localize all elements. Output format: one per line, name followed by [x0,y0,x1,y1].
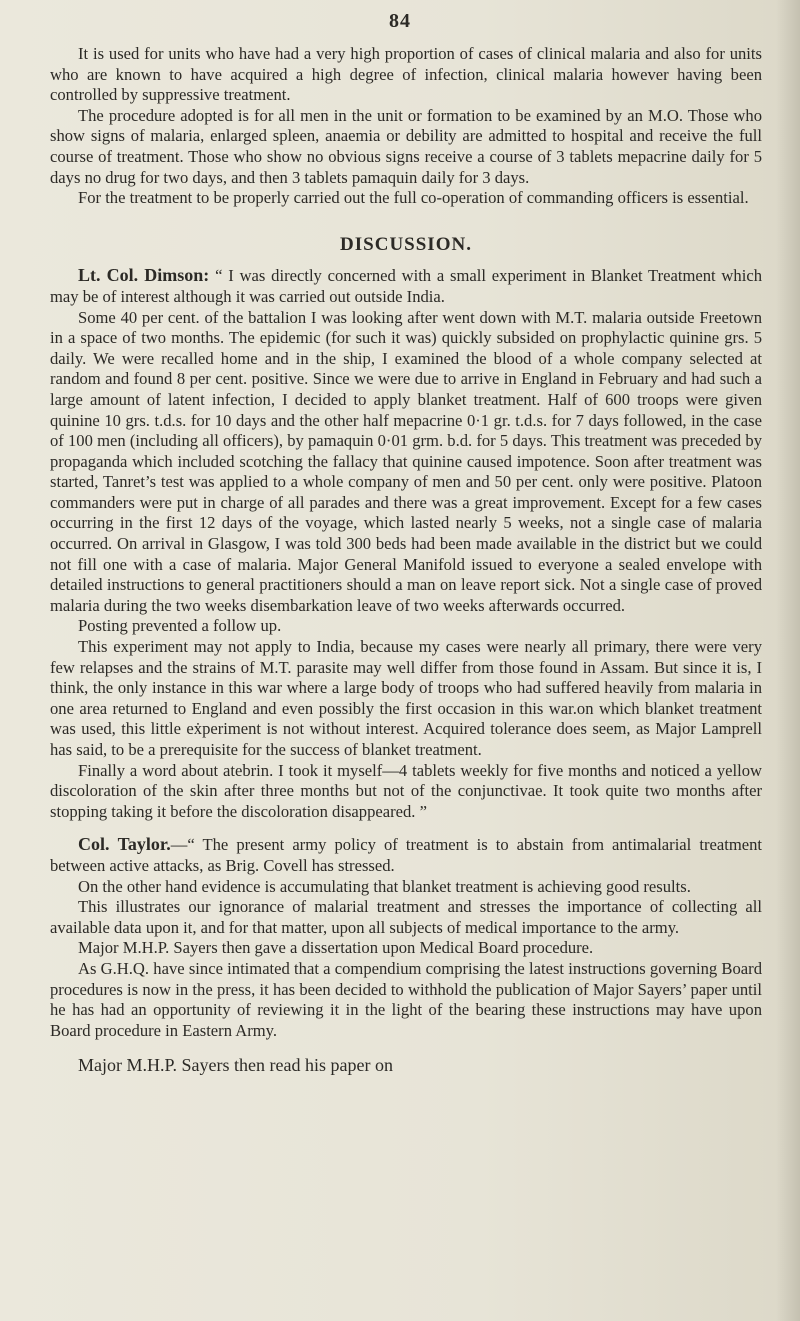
page-edge-shadow [776,0,800,1321]
ghq-paragraph: As G.H.Q. have since intimated that a compendium comprising the latest instructions governing Board procedures is now in the press, it has been decided to withhold the publication of Major Sayers’ paper until he has had an opportunity of reviewing it in the light of the bearing these instructions may have upon Board procedure in Eastern Army. [50,958,762,1040]
intro-paragraph-1: It is used for units who have had a very high proportion of cases of clinical malaria and also for units who are known to have acquired a high degree of infection, clinical malaria however having been controlled by suppressive treatment. [50,44,762,105]
taylor-paragraph-1: On the other hand evidence is accumulating that blanket treatment is achieving good results. [78,876,691,896]
intro-paragraph-2: The procedure adopted is for all men in the unit or formation to be examined by an M.O. Those who show signs of malaria, enlarged spleen, anaemia or debility are admitted to hospital and receive the full course of treatment. Those who show no obvious signs receive a course of 3 tablets mepacrine daily for 5 days no drug for two days, and then 3 tablets pamaquin daily for 3 days. [50,105,762,187]
dimson-paragraph-4: Finally a word about atebrin. I took it myself—4 tablets weekly for five months and noticed a yellow discoloration of the skin after three months but not of the conjunctivae. It took quite two months after stopping taking it before the discoloration disappeared. ” [50,760,762,821]
section-heading: DISCUSSION. [340,233,472,255]
page-content [50,44,762,1076]
page-number: 84 [389,10,411,32]
taylor-opening-text: —“ The present army policy of treatment is to abstain from antimalarial treatment between active attacks, as Brig. Covell has stressed. [50,835,762,875]
dimson-paragraph-2: Posting prevented a follow up. [78,616,282,636]
dimson-paragraph-3: This experiment may not apply to India, because my cases were nearly all primary, there were very few relapses and the strains of M.T. parasite may well differ from those found in Assam. But since it is, I think, the only instance in this war where a large body of troops who had suffered heavily from malaria in one area returned to England and even possibly the first occasion in this war.on which blanket treatment was used, this little eẋperiment is not without interest. Acquired tolerance does seem, as Major Lamprell has said, to be a prerequisite for the success of blanket treatment. [50,637,762,759]
speaker-taylor: Col. Taylor. [78,834,171,855]
speaker-dimson: Lt. Col. Dimson: [78,265,210,286]
dimson-opening-text: “ I was directly concerned with a small experiment in Blanket Treatment which may be of interest although it was carried out outside India. [50,266,762,306]
dimson-opening-paragraph [50,265,762,307]
final-line: Major M.H.P. Sayers then read his paper on [78,1055,393,1076]
taylor-opening-paragraph [50,834,762,876]
taylor-paragraph-2: This illustrates our ignorance of malarial treatment and stresses the importance of collecting all available data upon it, and for that matter, upon all subjects of medical importance to the army. [50,897,762,937]
dimson-paragraph-1: Some 40 per cent. of the battalion I was looking after went down with M.T. malaria outside Freetown in a space of two months. The epidemic (for such it was) quickly subsided on prophylactic quinine grs. 5 daily. We were recalled home and in the ship, I examined the blood of a whole company selected at random and found 8 per cent. positive. Since we were due to arrive in England in February and had such a large amount of latent infection, I decided to apply blanket treatment. Half of 600 troops were given quinine 10 grs. t.d.s. for 10 days and the other half mepacrine 0·1 gr. t.d.s. for 7 days followed, in the case of 100 men (including all officers), by pamaquin 0·01 grm. b.d. for 5 days. This treatment was preceded by propaganda which included scotching the fallacy that quinine caused impotence. Soon after treatment was started, Tanret’s test was applied to a whole company of men and 50 per cent. only were positive. Platoon commanders were put in charge of all parades and there was a great improvement. Except for a few cases occurring in the first 12 days of the voyage, which lasted nearly 5 weeks, not a single case of malaria occurred. On arrival in Glasgow, I was told 300 beds had been made available in the district but we could not fill one with a case of malaria. Major General Manifold issued to everyone a sealed envelope with detailed instructions to general practitioners should a man on leave report sick. Not a single case of proved malaria during the two weeks disembarkation leave of two weeks afterwards occurred. [50,307,762,615]
sayers-dissertation-paragraph: Major M.H.P. Sayers then gave a dissertation upon Medical Board procedure. [78,938,594,958]
intro-paragraph-3: For the treatment to be properly carried out the full co-operation of commanding officers is essential. [78,188,749,208]
